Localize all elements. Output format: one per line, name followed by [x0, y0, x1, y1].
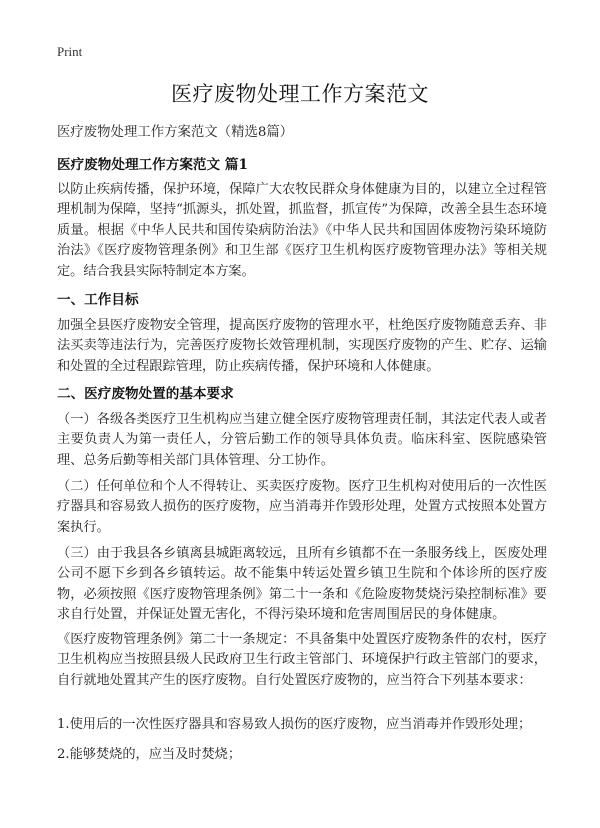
section-heading: 医疗废物处理工作方案范文 篇1 — [57, 157, 248, 173]
goal-paragraph: 加强全县医疗废物安全管理，提高医疗废物的管理水平，杜绝医疗废物随意丢弃、非法买卖等违法行为，完善医疗废物长效管理机制，实现医疗废物的产生、贮存、运输和处置的全过程跟踪管理，防止疾病传播，保护环境和人体健康。 — [57, 318, 547, 374]
heading-work-goal: 一、工作目标 — [57, 292, 139, 308]
page-title: 医疗废物处理工作方案范文 — [171, 82, 429, 106]
requirement-paragraph-3: （三）由于我县各乡镇离县城距离较远，且所有乡镇都不在一条服务线上，医废处理公司不愿下乡到各乡镇转运。故不能集中转运处置乡镇卫生院和个体诊所的医疗废物，必须按照《医疗废物管理条例》第二十一条和《危险废物焚烧污染控制标准》要求自行处置，并保证处置无害化，不得污染环境和危害周围居民的身体健康。 — [57, 546, 547, 623]
heading-basic-requirements: 二、医疗废物处置的基本要求 — [57, 386, 234, 402]
requirement-paragraph-1: （一）各级各类医疗卫生机构应当建立健全医疗废物管理责任制，其法定代表人或者主要负责人为第一责任人，分管后勤工作的领导具体负责。临床科室、医院感染管理、总务后勤等相关部门具体管理、分工协作。 — [57, 412, 547, 468]
requirement-paragraph-2: （二）任何单位和个人不得转让、买卖医疗废物。医疗卫生机构对使用后的一次性医疗器具和容易致人损伤的医疗废物，应当消毒并作毁形处理，处置方式按照本处置方案执行。 — [57, 479, 547, 535]
regulation-paragraph: 《医疗废物管理条例》第二十一条规定：不具备集中处置医疗废物条件的农村，医疗卫生机构应当按照县级人民政府卫生行政主管部门、环境保护行政主管部门的要求，自行就地处置其产生的医疗废物。自行处置医疗废物的，应当符合下列基本要求： — [57, 632, 547, 688]
intro-paragraph: 以防止疾病传播，保护环境，保障广大农牧民群众身体健康为目的，以建立全过程管理机制为保障，坚持“抓源头，抓处置，抓监督，抓宣传”为保障，改善全县生态环境质量。根据《中华人民共和国传染病防治法》《中华人民共和国固体废物污染环境防治法》《医疗废物管理条例》和卫生部《医疗卫生机构医疗废物管理办法》等相关规定。结合我县实际特制定本方案。 — [57, 182, 547, 279]
list-item-2: 2.能够焚烧的，应当及时焚烧； — [57, 747, 242, 762]
list-item-1: 1.使用后的一次性医疗器具和容易致人损伤的医疗废物，应当消毒并作毁形处理； — [57, 717, 532, 732]
print-link[interactable]: Print — [57, 44, 83, 59]
document-subtitle: 医疗废物处理工作方案范文（精选8篇） — [57, 125, 294, 140]
